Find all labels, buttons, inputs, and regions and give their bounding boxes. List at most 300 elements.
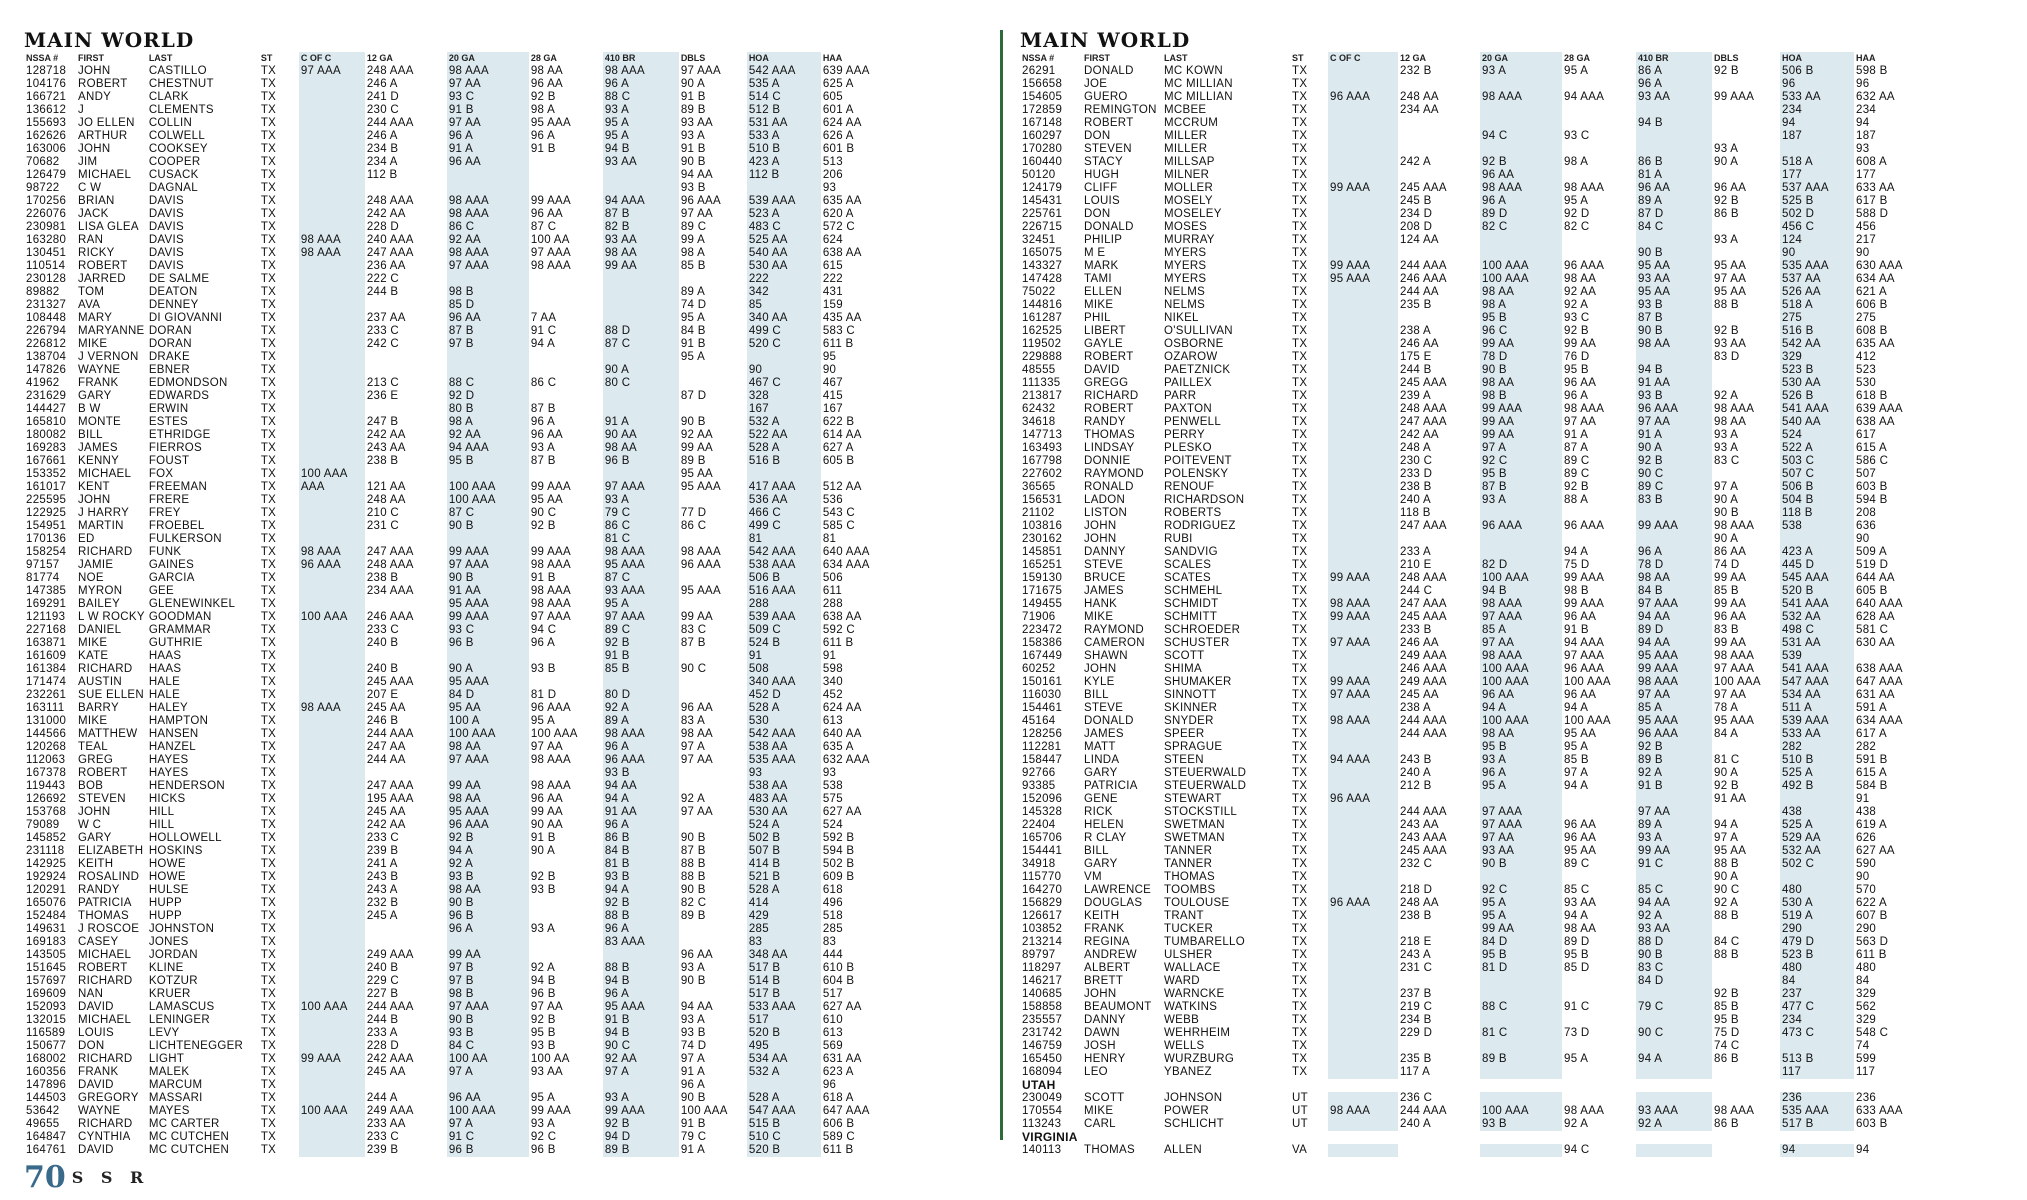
cell-g20: 80 B — [447, 403, 529, 416]
cell-cofc — [1328, 1118, 1398, 1131]
cell-g12: 247 B — [366, 416, 399, 428]
cell-cofc — [1328, 884, 1398, 897]
cell-g28: 98 AAA — [1564, 403, 1605, 415]
table-row — [1020, 884, 1926, 897]
cell-nssa: 60252 — [1022, 663, 1056, 675]
cell-g12: 248 AAA — [366, 559, 414, 571]
cell-g28: 81 D — [530, 689, 557, 701]
cell-st: VA — [1292, 1144, 1308, 1156]
cell-nssa: 48555 — [1022, 364, 1056, 376]
cell-first: J ROSCOE — [78, 923, 140, 935]
cell-last: KLINE — [148, 962, 184, 974]
cell-dbls: 93 A — [1714, 442, 1739, 454]
cell-g20: 93 C — [447, 91, 529, 104]
table-row — [1020, 481, 1926, 494]
cell-last: JOHNSTON — [148, 923, 215, 935]
cell-st: TX — [260, 598, 277, 610]
cell-hoa: 525 AA — [747, 234, 821, 247]
cell-g20: 81 C — [1480, 1027, 1562, 1040]
table-row — [1020, 338, 1926, 351]
cell-st: TX — [260, 507, 277, 519]
cell-g28: 96 AAA — [1564, 520, 1605, 532]
cell-g410: 83 AAA — [603, 936, 679, 949]
cell-g12: 242 AA — [366, 208, 406, 220]
cell-haa: 456 — [1856, 221, 1877, 233]
cell-dbls — [1712, 806, 1780, 819]
cell-cofc — [1328, 377, 1398, 390]
cell-g28: 94 A — [1564, 780, 1589, 792]
cell-first: RICHARD — [1084, 390, 1139, 402]
cell-nssa: 155693 — [26, 117, 67, 129]
table-row — [1020, 637, 1926, 650]
cell-cofc — [299, 208, 365, 221]
table-row — [1020, 585, 1926, 598]
cell-hoa: 328 — [747, 390, 821, 403]
cell-g12: 240 B — [366, 637, 399, 649]
cell-nssa: 192924 — [26, 871, 67, 883]
cell-g12: 246 A — [366, 78, 398, 90]
cell-nssa: 110514 — [26, 260, 66, 272]
cell-hoa: 222 — [747, 273, 821, 286]
cell-first: ROBERT — [1084, 117, 1134, 129]
cell-nssa: 103816 — [1022, 520, 1063, 532]
cell-dbls: 90 B — [680, 1092, 706, 1104]
cell-first: ALBERT — [1084, 962, 1131, 974]
cell-st: TX — [1292, 624, 1308, 636]
cell-g20: 96 AAA — [447, 819, 529, 832]
cell-haa: 93 — [822, 182, 837, 194]
cell-g12: 244 AAA — [1400, 806, 1447, 818]
cell-cofc — [299, 1027, 365, 1040]
cell-first: TAMI — [1084, 273, 1112, 285]
table-row — [24, 1001, 893, 1014]
cell-first: RANDY — [1084, 416, 1126, 428]
table-row — [1020, 247, 1926, 260]
cell-nssa: 165810 — [26, 416, 67, 428]
cell-g410: 89 A — [1636, 195, 1712, 208]
cell-hoa: 492 B — [1780, 780, 1854, 793]
cell-last: WARNCKE — [1164, 988, 1225, 1000]
cell-first: DONNIE — [1084, 455, 1131, 467]
cell-nssa: 160440 — [1022, 156, 1063, 168]
cell-cofc — [1328, 286, 1398, 299]
cell-last: MARCUM — [148, 1079, 203, 1091]
table-row — [1020, 286, 1926, 299]
cell-last: TANNER — [1164, 858, 1213, 870]
cell-st: TX — [260, 780, 277, 792]
cell-g12 — [365, 598, 447, 611]
cell-g20 — [447, 182, 529, 195]
cell-st: TX — [1292, 975, 1308, 987]
table-row — [1020, 936, 1926, 949]
cell-last: SWETMAN — [1164, 819, 1225, 831]
cell-nssa: 116030 — [1022, 689, 1062, 701]
cell-g28: 96 AA — [1564, 819, 1597, 831]
cell-g20: 97 AAA — [447, 260, 529, 273]
cell-g28: 95 A — [1564, 65, 1589, 77]
cell-g28: 75 D — [1564, 559, 1590, 571]
cell-g20: 93 A — [1480, 754, 1562, 767]
cell-g20 — [1480, 1144, 1562, 1157]
cell-g20: 90 B — [1480, 364, 1562, 377]
cell-cofc — [299, 156, 365, 169]
cell-g410: 87 C — [603, 338, 679, 351]
cell-haa: 543 C — [822, 507, 855, 519]
cell-g28: 87 C — [530, 221, 557, 233]
cell-g20: 95 B — [1480, 741, 1562, 754]
cell-nssa: 227602 — [1022, 468, 1063, 480]
cell-hoa: 234 — [1780, 104, 1854, 117]
cell-last: HALEY — [148, 702, 189, 714]
cell-g20 — [1480, 78, 1562, 91]
cell-g12 — [1398, 975, 1480, 988]
cell-haa: 177 — [1856, 169, 1877, 181]
cell-g20: 93 B — [1480, 1118, 1562, 1131]
cell-cofc — [299, 338, 365, 351]
cell-g28: 99 AAA — [1564, 598, 1605, 610]
table-row — [1020, 988, 1926, 1001]
cell-hoa: 517 B — [747, 988, 821, 1001]
cell-st: TX — [260, 962, 277, 974]
cell-dbls — [679, 364, 747, 377]
column-header-g12: 12 GA — [1400, 53, 1427, 63]
cell-cofc — [1328, 1001, 1398, 1014]
cell-st: TX — [1292, 143, 1308, 155]
cell-nssa: 89797 — [1022, 949, 1056, 961]
cell-g410 — [1636, 507, 1712, 520]
cell-g410 — [603, 299, 679, 312]
cell-g410: 90 AA — [603, 429, 679, 442]
cell-g28: 90 AA — [530, 819, 564, 831]
cell-hoa: 547 AAA — [1780, 676, 1854, 689]
cell-first: RONALD — [1084, 481, 1134, 493]
cell-g410 — [1636, 988, 1712, 1001]
cell-g410: 88 D — [603, 325, 679, 338]
cell-nssa: 154461 — [1022, 702, 1063, 714]
cell-nssa: 119443 — [26, 780, 66, 792]
cell-g410: 95 AA — [1636, 260, 1712, 273]
cell-last: HOWE — [148, 871, 186, 883]
column-divider — [1000, 30, 1003, 1140]
cell-cofc — [299, 221, 365, 234]
cell-nssa: 144566 — [26, 728, 67, 740]
cell-first: RAYMOND — [1084, 468, 1145, 480]
cell-cofc — [299, 637, 365, 650]
cell-g20: 92 C — [1480, 884, 1562, 897]
cell-dbls — [1712, 962, 1780, 975]
cell-g12: 213 C — [366, 377, 399, 389]
cell-g28 — [529, 299, 603, 312]
table-row — [24, 195, 893, 208]
cell-st: TX — [1292, 429, 1308, 441]
cell-nssa: 231327 — [26, 299, 67, 311]
cell-g20 — [1480, 117, 1562, 130]
cell-nssa: 112281 — [1022, 741, 1062, 753]
cell-hoa: 523 B — [1780, 949, 1854, 962]
cell-g28: 92 B — [530, 91, 556, 103]
table-row — [24, 156, 893, 169]
cell-cofc: 97 AAA — [1328, 689, 1398, 702]
cell-nssa: 169609 — [26, 988, 67, 1000]
cell-st: TX — [260, 1092, 277, 1104]
cell-nssa: 154441 — [1022, 845, 1063, 857]
cell-first: RICHARD — [78, 1053, 133, 1065]
table-row — [24, 442, 893, 455]
cell-first: ROBERT — [78, 78, 128, 90]
cell-g410: 81 B — [603, 858, 679, 871]
cell-g410 — [603, 286, 679, 299]
table-row — [1020, 559, 1926, 572]
cell-hoa: 541 AAA — [1780, 598, 1854, 611]
cell-nssa: 140685 — [1022, 988, 1063, 1000]
cell-last: DAVIS — [148, 208, 184, 220]
cell-g410 — [1636, 104, 1712, 117]
table-row — [24, 234, 893, 247]
cell-hoa — [747, 468, 821, 481]
table-row — [24, 962, 893, 975]
cell-dbls: 98 AAA — [680, 546, 721, 558]
cell-g12: 248 AAA — [1400, 403, 1447, 415]
cell-hoa: 524 A — [747, 819, 821, 832]
table-row — [1020, 78, 1926, 91]
cell-haa: 217 — [1856, 234, 1877, 246]
cell-g28: 85 D — [1564, 962, 1590, 974]
table-row — [24, 299, 893, 312]
cell-g12: 234 A — [366, 156, 398, 168]
cell-dbls: 92 A — [1714, 897, 1739, 909]
cell-g20: 98 AA — [447, 793, 529, 806]
cell-first: DANIEL — [78, 624, 122, 636]
table-row — [1020, 299, 1926, 312]
cell-first: JOSH — [1084, 1040, 1116, 1052]
cell-g410: 96 AAA — [1636, 403, 1712, 416]
cell-last: DRAKE — [148, 351, 190, 363]
cell-last: STEEN — [1164, 754, 1204, 766]
cell-hoa — [1780, 871, 1854, 884]
cell-first: KEITH — [78, 858, 114, 870]
cell-haa: 635 AA — [1856, 338, 1895, 350]
header-row — [24, 52, 893, 65]
cell-first: R CLAY — [1084, 832, 1127, 844]
cell-g28: 94 A — [530, 338, 556, 350]
cell-hoa: 498 C — [1780, 624, 1854, 637]
cell-last: POWER — [1164, 1105, 1209, 1117]
cell-g28: 98 AAA — [530, 780, 571, 792]
cell-g28 — [1562, 507, 1636, 520]
cell-st: TX — [260, 195, 277, 207]
table-row — [24, 117, 893, 130]
cell-g410: 92 A — [1636, 910, 1712, 923]
cell-g28 — [1562, 104, 1636, 117]
cell-hoa — [747, 182, 821, 195]
cell-dbls — [1712, 1066, 1780, 1079]
cell-first: STEVE — [1084, 559, 1124, 571]
cell-nssa: 167378 — [26, 767, 67, 779]
cell-first: DON — [78, 1040, 105, 1052]
cell-dbls: 90 A — [1714, 871, 1739, 883]
cell-st: TX — [1292, 91, 1308, 103]
state-heading: VIRGINIA — [1022, 1131, 1078, 1144]
cell-g20: 96 A — [1480, 767, 1562, 780]
cell-g20: 97 A — [1480, 442, 1562, 455]
cell-st: TX — [1292, 351, 1308, 363]
cell-hoa: 537 AAA — [1780, 182, 1854, 195]
cell-dbls: 74 C — [1714, 1040, 1740, 1052]
cell-g410: 87 C — [603, 572, 679, 585]
cell-g20: 97 AAA — [1480, 819, 1562, 832]
cell-st: TX — [1292, 741, 1308, 753]
cell-st: TX — [1292, 377, 1308, 389]
cell-cofc — [299, 806, 365, 819]
cell-st: TX — [1292, 182, 1308, 194]
cell-st: TX — [1292, 637, 1308, 649]
cell-dbls: 87 B — [680, 845, 706, 857]
table-row — [24, 364, 893, 377]
cell-haa: 644 AA — [1856, 572, 1895, 584]
cell-g12: 238 B — [366, 455, 399, 467]
cell-g410: 79 C — [603, 507, 679, 520]
cell-g28 — [1562, 143, 1636, 156]
cell-dbls: 90 A — [1714, 767, 1739, 779]
header-row — [1020, 52, 1926, 65]
cell-hoa: 177 — [1780, 169, 1854, 182]
cell-g20: 92 C — [1480, 455, 1562, 468]
cell-first: REGINA — [1084, 936, 1130, 948]
cell-g28: 93 B — [530, 1040, 556, 1052]
cell-nssa: 169291 — [26, 598, 67, 610]
cell-dbls: 86 C — [680, 520, 707, 532]
cell-st: TX — [1292, 208, 1308, 220]
cell-hoa: 539 AAA — [1780, 715, 1854, 728]
cell-nssa: 226812 — [26, 338, 67, 350]
table-row — [24, 819, 893, 832]
cell-haa: 605 B — [1856, 585, 1888, 597]
cell-hoa: 502 C — [1780, 858, 1854, 871]
cell-dbls: 95 AAA — [680, 585, 721, 597]
cell-hoa: 541 AAA — [1780, 663, 1854, 676]
table-row — [24, 871, 893, 884]
cell-cofc — [299, 663, 365, 676]
column-header-hoa: HOA — [747, 52, 821, 65]
cell-nssa: 160356 — [26, 1066, 67, 1078]
cell-hoa: 520 B — [747, 1027, 821, 1040]
cell-g20: 97 AA — [1480, 637, 1562, 650]
cell-hoa: 528 A — [747, 1092, 821, 1105]
table-row — [1020, 325, 1926, 338]
cell-haa: 639 AAA — [1856, 403, 1903, 415]
cell-g410: 93 AAA — [603, 585, 679, 598]
cell-g20 — [447, 767, 529, 780]
cell-hoa: 520 B — [1780, 585, 1854, 598]
cell-dbls: 89 B — [680, 455, 706, 467]
cell-g410 — [603, 468, 679, 481]
cell-hoa: 285 — [747, 923, 821, 936]
cell-g12: 234 B — [1400, 1014, 1432, 1026]
cell-g12: 117 A — [1400, 1066, 1431, 1078]
cell-g12: 241 A — [366, 858, 398, 870]
cell-g12: 247 AAA — [366, 247, 414, 259]
cell-haa: 569 — [822, 1040, 843, 1052]
table-row — [24, 1092, 893, 1105]
cell-nssa: 168002 — [26, 1053, 67, 1065]
cell-cofc — [299, 1118, 365, 1131]
cell-cofc — [299, 364, 365, 377]
cell-g20: 97 B — [447, 338, 529, 351]
cell-haa: 94 — [1856, 117, 1870, 129]
cell-haa: 626 A — [822, 130, 854, 142]
cell-haa: 605 B — [822, 455, 855, 467]
cell-first: BRETT — [1084, 975, 1124, 987]
cell-hoa: 512 B — [747, 104, 821, 117]
table-row — [1020, 273, 1926, 286]
cell-g28: 95 AA — [1564, 728, 1597, 740]
cell-dbls: 97 AAA — [1714, 663, 1755, 675]
cell-first: ROBERT — [1084, 351, 1134, 363]
cell-g20 — [1480, 143, 1562, 156]
cell-dbls: 90 C — [1714, 884, 1740, 896]
cell-first: MIKE — [1084, 299, 1114, 311]
cell-g12: 243 B — [366, 871, 399, 883]
cell-first: HELEN — [1084, 819, 1124, 831]
cell-last: MALEK — [148, 1066, 190, 1078]
table-row — [24, 91, 893, 104]
table-row — [1020, 234, 1926, 247]
cell-last: SCHROEDER — [1164, 624, 1241, 636]
cell-g12: 233 A — [366, 1027, 398, 1039]
cell-first: J — [78, 104, 85, 116]
cell-g20: 94 A — [1480, 702, 1562, 715]
cell-dbls: 92 A — [680, 793, 706, 805]
cell-st: TX — [260, 832, 277, 844]
cell-st: TX — [1292, 1053, 1308, 1065]
cell-nssa: 147385 — [26, 585, 67, 597]
table-row — [1020, 728, 1926, 741]
cell-nssa: 26291 — [1022, 65, 1056, 77]
cell-first: TOM — [78, 286, 105, 298]
cell-last: MC CUTCHEN — [148, 1144, 230, 1156]
cell-g28: 97 AA — [1564, 416, 1597, 428]
cell-g410: 97 AA — [1636, 689, 1712, 702]
cell-nssa: 142925 — [26, 858, 67, 870]
cell-nssa: 165075 — [1022, 247, 1063, 259]
cell-dbls: 93 A — [1714, 429, 1739, 441]
table-row — [24, 481, 893, 494]
cell-dbls: 93 A — [1714, 234, 1739, 246]
table-row — [1020, 910, 1926, 923]
cell-g12: 231 C — [1400, 962, 1433, 974]
cell-g20 — [1480, 1066, 1562, 1079]
table-row — [24, 1014, 893, 1027]
cell-first: J VERNON — [78, 351, 139, 363]
cell-first: NAN — [78, 988, 104, 1000]
cell-st: TX — [260, 611, 277, 623]
cell-g12: 222 C — [366, 273, 399, 285]
cell-nssa: 163280 — [26, 234, 67, 246]
table-row — [24, 728, 893, 741]
cell-dbls: 83 B — [1714, 624, 1739, 636]
cell-first: REMINGTON — [1084, 104, 1157, 116]
cell-st: TX — [260, 299, 277, 311]
cell-haa: 622 B — [822, 416, 855, 428]
cell-g12: 249 AAA — [366, 949, 414, 961]
cell-g28: 87 A — [1564, 442, 1589, 454]
cell-cofc — [299, 741, 365, 754]
cell-last: EBNER — [148, 364, 190, 376]
cell-g28: 98 A — [1564, 156, 1589, 168]
cell-g12: 246 A — [366, 130, 398, 142]
cell-haa: 329 — [1856, 988, 1877, 1000]
cell-haa: 630 AA — [1856, 637, 1895, 649]
